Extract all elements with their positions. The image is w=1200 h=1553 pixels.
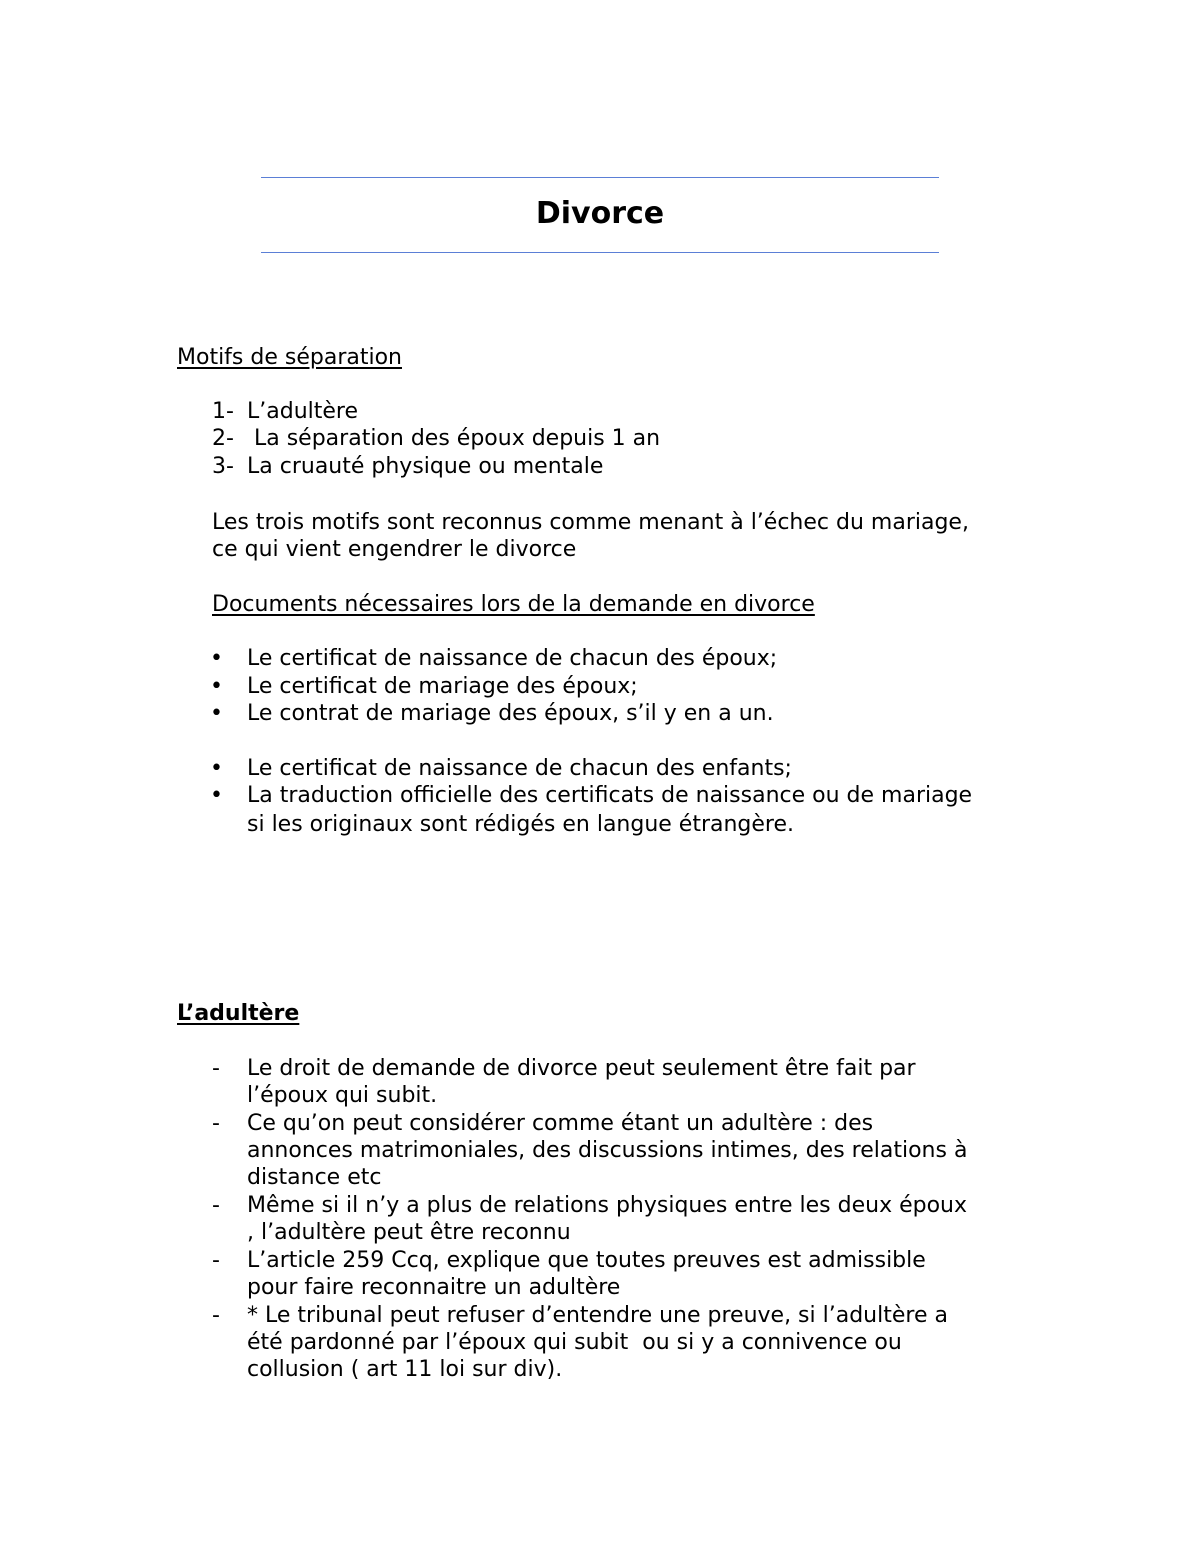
list-item: Même si il n’y a plus de relations physiques entre les deux époux xyxy=(247,1193,968,1218)
list-item: Le certificat de naissance de chacun des enfants; xyxy=(247,756,792,781)
list-number: 3- xyxy=(212,454,234,479)
list-number: 2- xyxy=(212,426,234,451)
list-item-continuation: si les originaux sont rédigés en langue étrangère. xyxy=(247,812,795,837)
list-item-continuation: l’époux qui subit. xyxy=(247,1083,438,1108)
list-item-continuation: été pardonné par l’époux qui subit ou si y a connivence ou xyxy=(247,1330,902,1355)
list-item: La cruauté physique ou mentale xyxy=(247,454,604,479)
bullet-icon: • xyxy=(210,783,223,808)
list-item: Ce qu’on peut considérer comme étant un adultère : des xyxy=(247,1111,874,1136)
section-heading-motifs: Motifs de séparation xyxy=(177,345,402,370)
bullet-icon: • xyxy=(210,646,223,671)
list-item: La séparation des époux depuis 1 an xyxy=(247,426,661,451)
dash-marker: - xyxy=(212,1248,220,1273)
list-item-continuation: pour faire reconnaitre un adultère xyxy=(247,1275,621,1300)
title-rule-top xyxy=(261,177,939,178)
list-item-continuation: , l’adultère peut être reconnu xyxy=(247,1220,571,1245)
list-item-continuation: distance etc xyxy=(247,1165,382,1190)
document-title: Divorce xyxy=(535,196,665,231)
title-rule-bottom xyxy=(261,252,939,253)
section-heading-adultere: L’adultère xyxy=(177,1001,300,1026)
bullet-icon: • xyxy=(210,701,223,726)
list-item: Le droit de demande de divorce peut seulement être fait par xyxy=(247,1056,916,1081)
list-item: Le certificat de naissance de chacun des époux; xyxy=(247,646,778,671)
list-item: Le certificat de mariage des époux; xyxy=(247,674,638,699)
bullet-icon: • xyxy=(210,756,223,781)
dash-marker: - xyxy=(212,1303,220,1328)
list-item: * Le tribunal peut refuser d’entendre une preuve, si l’adultère a xyxy=(247,1303,948,1328)
dash-marker: - xyxy=(212,1111,220,1136)
list-number: 1- xyxy=(212,399,234,424)
paragraph-line: ce qui vient engendrer le divorce xyxy=(212,537,577,562)
paragraph-line: Les trois motifs sont reconnus comme menant à l’échec du mariage, xyxy=(212,510,969,535)
list-item: Le contrat de mariage des époux, s’il y en a un. xyxy=(247,701,774,726)
dash-marker: - xyxy=(212,1056,220,1081)
list-item-continuation: collusion ( art 11 loi sur div). xyxy=(247,1357,563,1382)
list-item-continuation: annonces matrimoniales, des discussions intimes, des relations à xyxy=(247,1138,968,1163)
list-item: L’adultère xyxy=(247,399,359,424)
list-item: L’article 259 Ccq, explique que toutes preuves est admissible xyxy=(247,1248,926,1273)
subheading-documents: Documents nécessaires lors de la demande en divorce xyxy=(212,592,815,617)
dash-marker: - xyxy=(212,1193,220,1218)
list-item: La traduction officielle des certificats de naissance ou de mariage xyxy=(247,783,973,808)
bullet-icon: • xyxy=(210,674,223,699)
